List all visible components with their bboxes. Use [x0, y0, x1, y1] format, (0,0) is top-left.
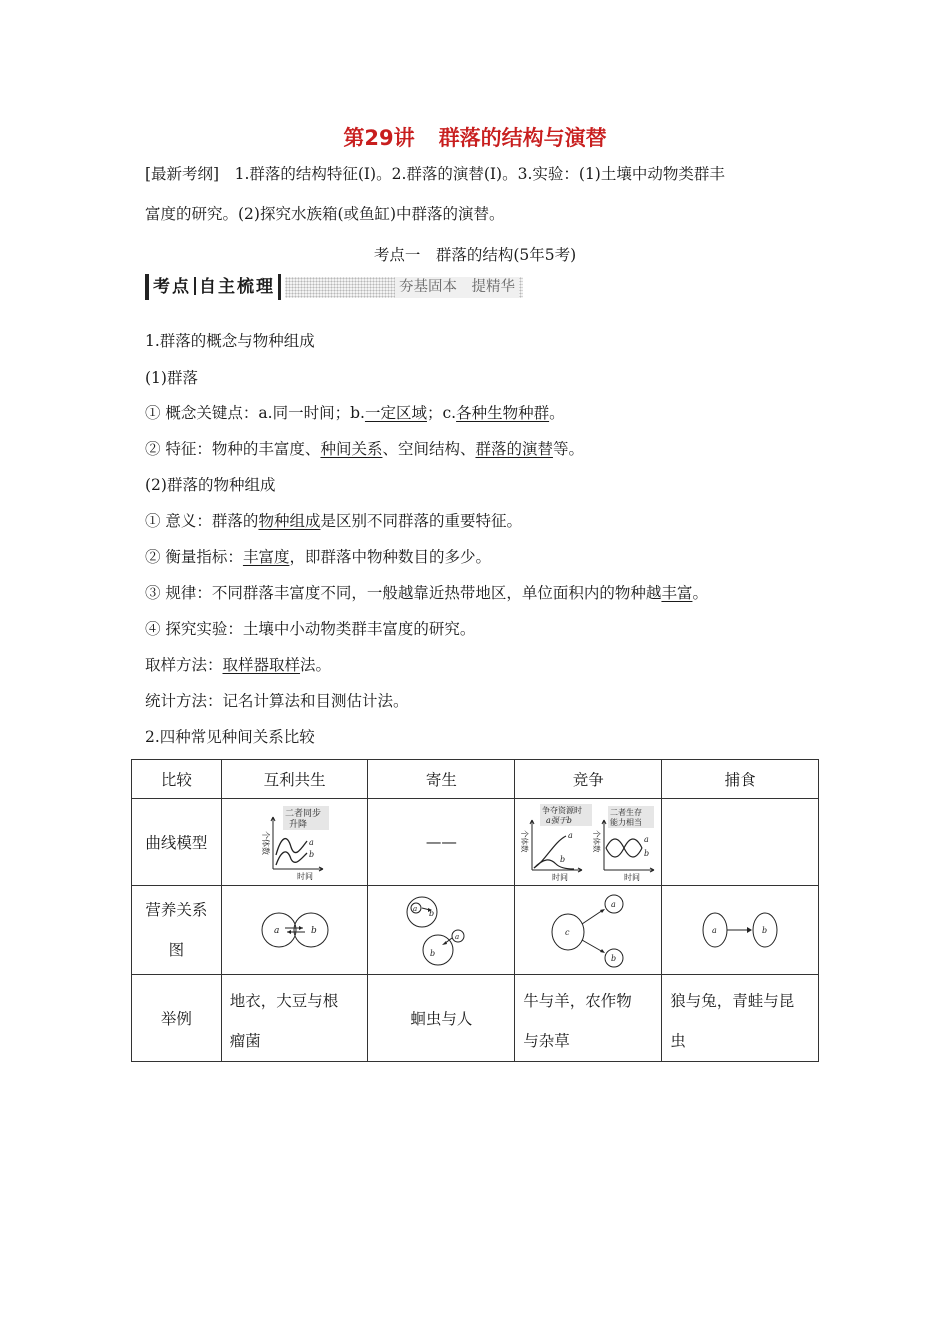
- banner-slogan: 夯基固本 提精华: [395, 277, 519, 298]
- mutualism-trophic-diagram: [255, 895, 335, 965]
- heading-1: 1.群落的概念与物种组成: [145, 332, 315, 350]
- lecture-topic: 群落的结构与演替: [438, 126, 607, 150]
- banner-tag-right: 自主梳理: [199, 277, 275, 297]
- svg-text:b: b: [310, 926, 317, 936]
- community-features: ② 特征：物种的丰富度、种间关系、空间结构、群落的演替等。: [145, 440, 584, 458]
- svg-text:b: b: [308, 850, 314, 859]
- header-parasitism: 寄生: [368, 760, 515, 799]
- predation-trophic-cell: [662, 886, 819, 975]
- sampling-method: 取样方法：取样器取样法。: [145, 656, 332, 674]
- syllabus-line-1: [最新考纲] 1.群落的结构特征(Ⅰ)。2.群落的演替(Ⅰ)。3.实验：(1)土壤中动物类群丰: [145, 165, 725, 183]
- parasitism-trophic-cell: [368, 886, 515, 975]
- mutualism-example: 地衣，大豆与根 瘤菌: [221, 975, 368, 1062]
- banner-tag-left: 考点: [153, 277, 191, 297]
- svg-text:能力相当: 能力相当: [610, 818, 643, 827]
- svg-text:b: b: [429, 909, 435, 918]
- svg-text:个体数: 个体数: [260, 831, 270, 855]
- competition-trophic-diagram: [538, 890, 638, 970]
- competition-curve-cell: [515, 799, 662, 886]
- svg-text:a: a: [611, 900, 617, 909]
- svg-text:c: c: [565, 928, 570, 937]
- concept-keypoints: ① 概念关键点：a.同一时间；b.一定区域；c.各种生物种群。: [145, 404, 565, 422]
- relationship-comparison-table: [131, 759, 819, 1062]
- predation-trophic-diagram: [695, 900, 785, 960]
- svg-text:二者同步: 二者同步: [284, 809, 321, 819]
- svg-text:a: a: [413, 905, 418, 913]
- svg-text:争夺资源时: 争夺资源时: [542, 806, 583, 815]
- header-compare: 比较: [132, 760, 222, 799]
- predation-example: 狼与兔，青蛙与昆 虫: [662, 975, 819, 1062]
- composition-indicator: ② 衡量指标：丰富度，即群落中物种数目的多少。: [145, 548, 491, 566]
- header-mutualism: 互利共生: [221, 760, 368, 799]
- header-predation: 捕食: [662, 760, 819, 799]
- lecture-number: 第29讲: [343, 126, 415, 150]
- svg-text:升降: 升降: [288, 820, 307, 830]
- heading-2: 2.四种常见种间关系比较: [145, 728, 315, 746]
- table-row-example: [132, 975, 819, 1062]
- composition-meaning: ① 意义：群落的物种组成是区别不同群落的重要特征。: [145, 512, 522, 530]
- predation-curve-cell: [662, 799, 819, 886]
- page-title: [0, 122, 950, 152]
- parasitism-curve-cell: ——: [368, 799, 515, 886]
- svg-text:a强于b: a强于b: [546, 816, 573, 825]
- svg-text:a: a: [455, 933, 460, 941]
- svg-text:时间: 时间: [552, 873, 569, 882]
- experiment-line: ④ 探究实验：土壤中小动物类群丰富度的研究。: [145, 620, 476, 638]
- svg-text:个体数: 个体数: [520, 830, 530, 853]
- composition-rule: ③ 规律：不同群落丰富度不同，一般越靠近热带地区，单位面积内的物种越丰富。: [145, 584, 708, 602]
- statistics-method: 统计方法：记名计算法和目测估计法。: [145, 692, 409, 710]
- table-row-trophic: [132, 886, 819, 975]
- table-row-curve: [132, 799, 819, 886]
- row-label-curve: 曲线模型: [132, 799, 222, 886]
- svg-text:b: b: [644, 849, 650, 858]
- mutualism-curve-graph: [245, 803, 345, 881]
- svg-text:b: b: [560, 855, 566, 864]
- svg-text:a: a: [273, 926, 279, 936]
- svg-text:时间: 时间: [296, 872, 313, 881]
- svg-text:二者生存: 二者生存: [610, 808, 643, 817]
- svg-text:a: a: [568, 831, 574, 840]
- competition-example: 牛与羊，农作物 与杂草: [515, 975, 662, 1062]
- svg-text:b: b: [611, 954, 617, 963]
- mutualism-curve-cell: [221, 799, 368, 886]
- svg-text:a: a: [712, 926, 717, 935]
- competition-curve-graphs: [516, 802, 660, 882]
- row-label-trophic: 营养关系 图: [132, 886, 222, 975]
- subheading-community: (1)群落: [145, 369, 198, 387]
- table-header-row: [132, 760, 819, 799]
- svg-text:a: a: [644, 835, 650, 844]
- svg-text:a: a: [308, 838, 314, 847]
- competition-trophic-cell: [515, 886, 662, 975]
- syllabus-line-2: 富度的研究。(2)探究水族箱(或鱼缸)中群落的演替。: [145, 205, 505, 223]
- svg-text:b: b: [762, 926, 768, 935]
- header-competition: 竞争: [515, 760, 662, 799]
- parasitism-trophic-diagram: [396, 890, 486, 970]
- svg-text:时间: 时间: [624, 873, 641, 882]
- parasitism-example: 蛔虫与人: [368, 975, 515, 1062]
- section-banner: [145, 274, 523, 300]
- subheading-species-composition: (2)群落的物种组成: [145, 476, 276, 494]
- section-heading: 考点一 群落的结构(5年5考): [373, 246, 577, 264]
- row-label-example: 举例: [132, 975, 222, 1062]
- banner-tag: [145, 274, 281, 300]
- svg-text:b: b: [430, 949, 436, 958]
- mutualism-trophic-cell: [221, 886, 368, 975]
- svg-text:个体数: 个体数: [592, 830, 602, 853]
